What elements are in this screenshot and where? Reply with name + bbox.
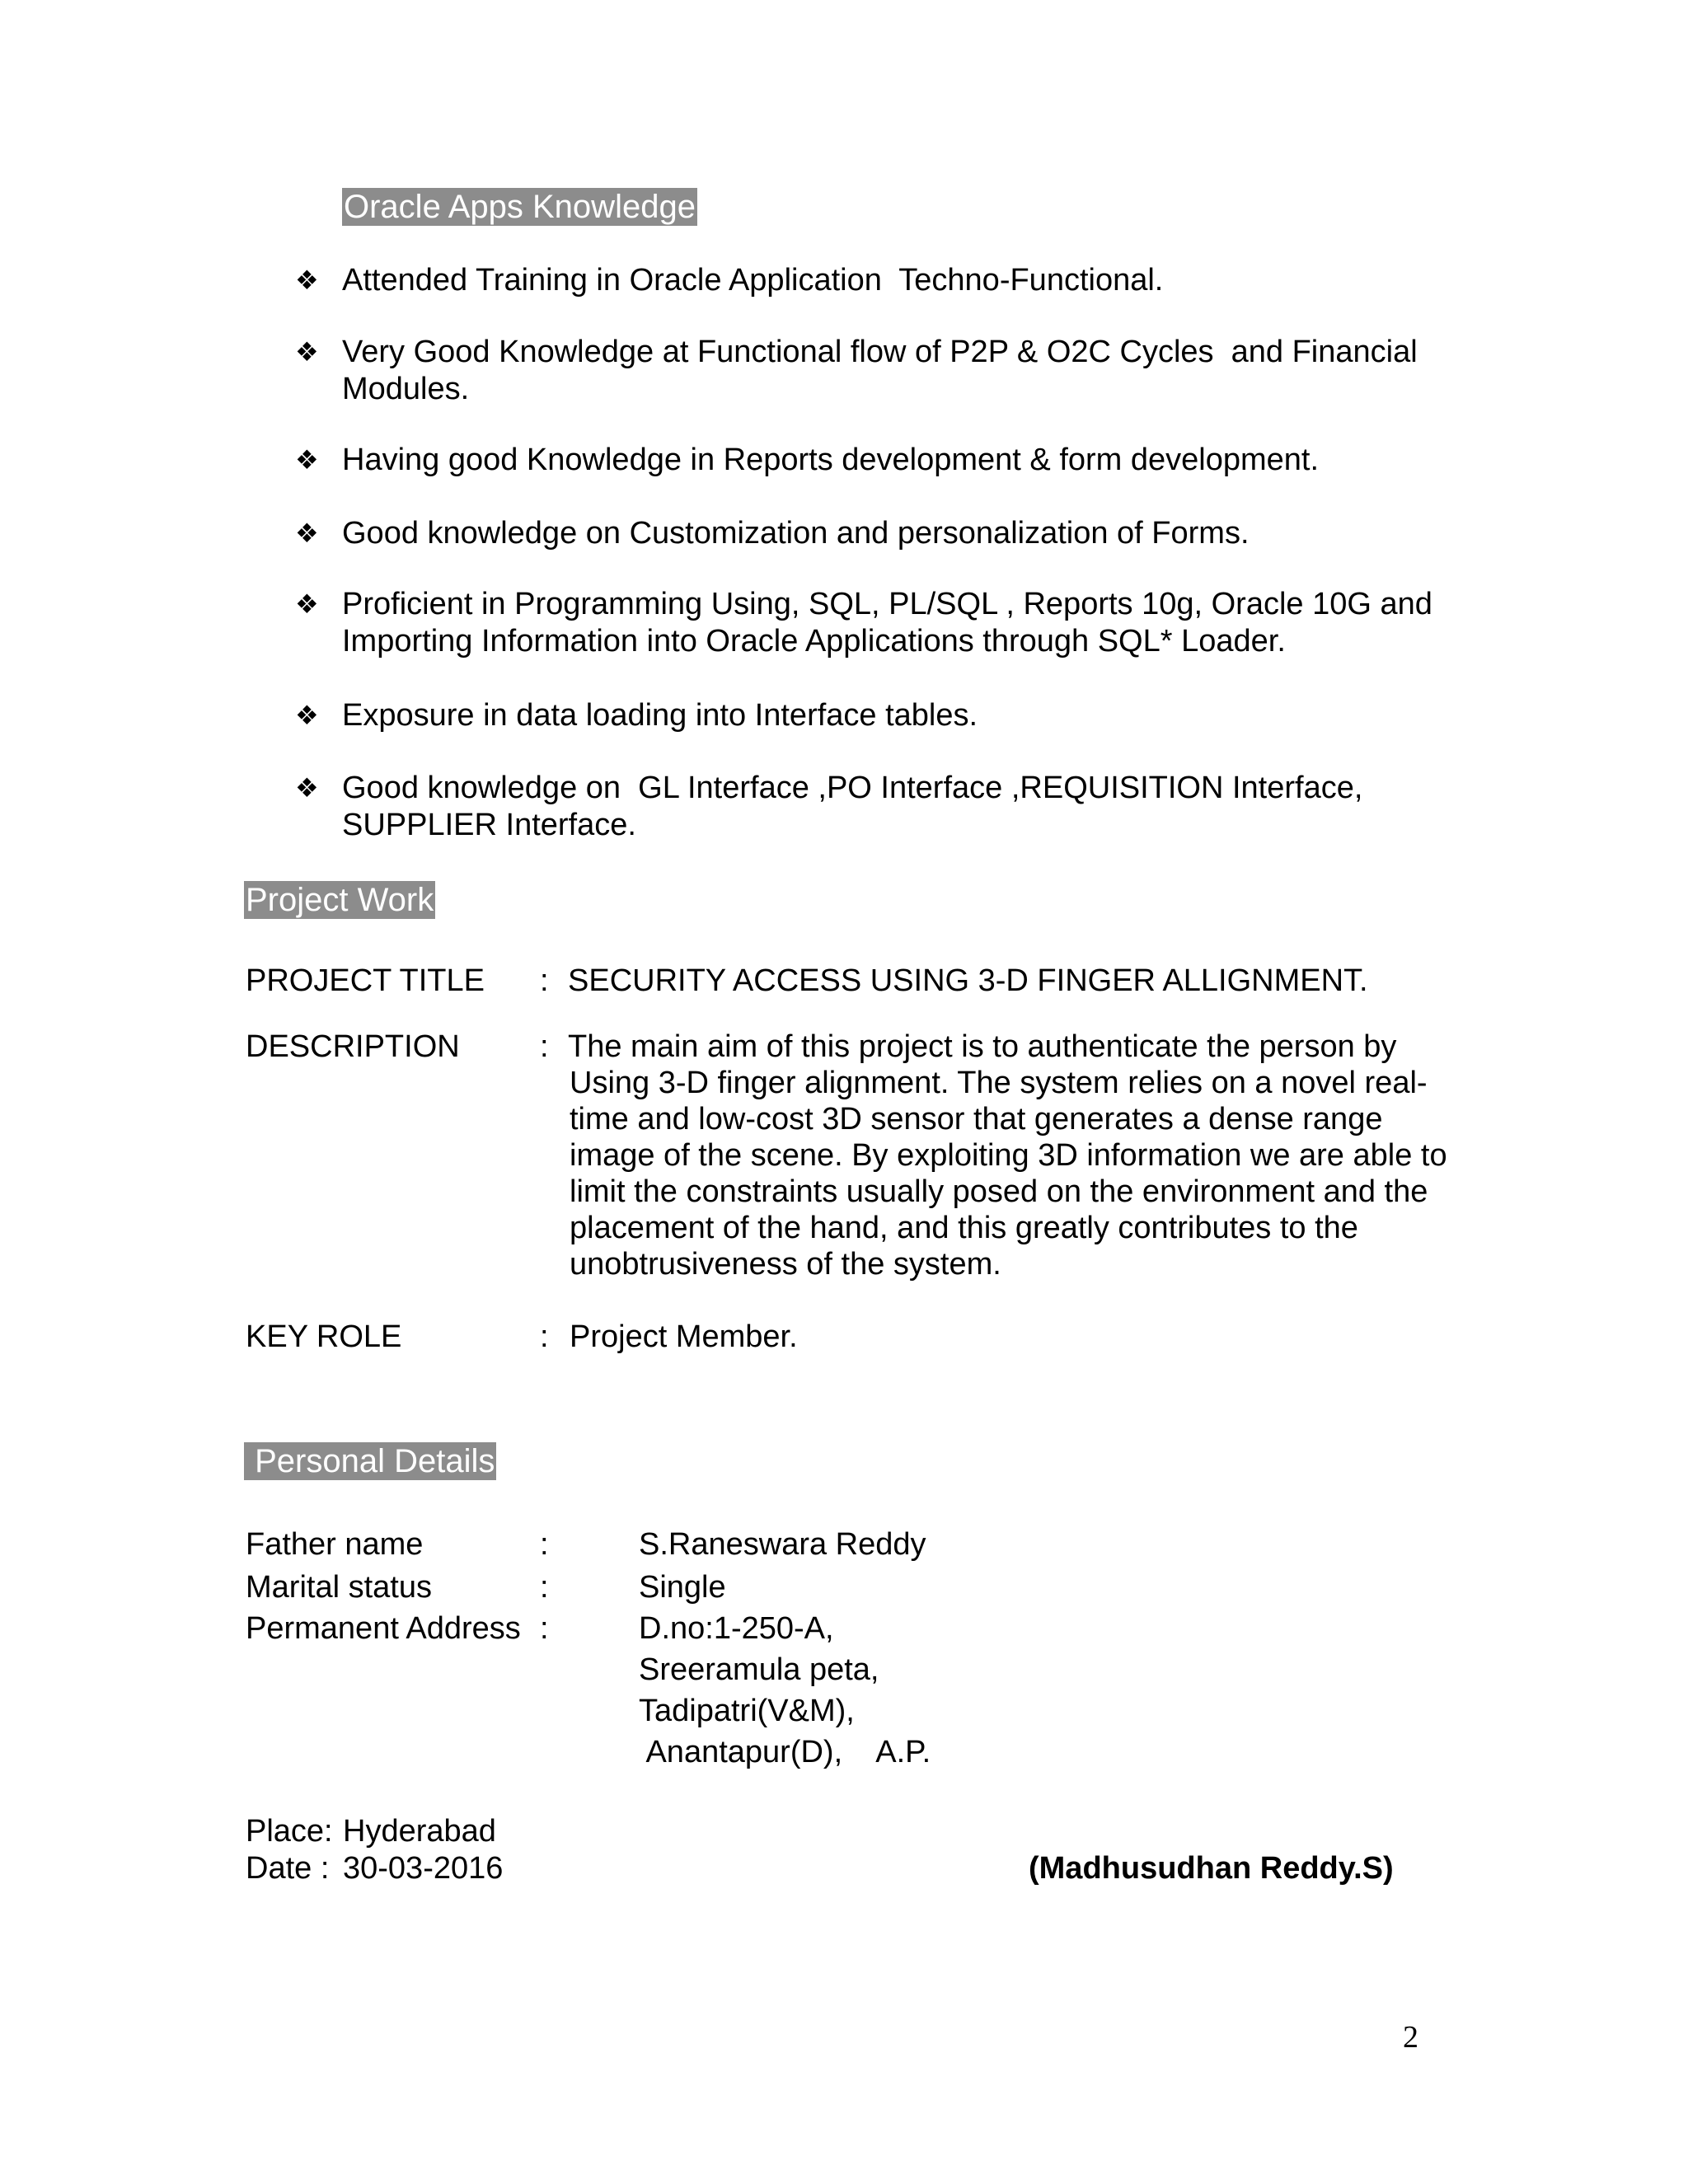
address-line: Tadipatri(V&M), — [639, 1694, 855, 1728]
bullet-item-line: Attended Training in Oracle Application Techno-Functional. — [342, 263, 1164, 298]
page-number: 2 — [1403, 2020, 1418, 2055]
bullet-icon: ❖ — [295, 589, 319, 619]
description-line: image of the scene. By exploiting 3D information we are able to — [570, 1138, 1447, 1173]
address-line: D.no:1-250-A, — [639, 1611, 834, 1646]
bullet-item-line: Very Good Knowledge at Functional flow of P2P & O2C Cycles and Financial — [342, 335, 1418, 369]
signature: (Madhusudhan Reddy.S) — [1029, 1851, 1394, 1886]
description-line: Using 3-D finger alignment. The system relies on a novel real- — [570, 1066, 1428, 1100]
key-role-separator: : — [540, 1319, 549, 1354]
father-name-label: Father name — [246, 1527, 424, 1562]
bullet-item-line: Exposure in data loading into Interface tables. — [342, 698, 978, 733]
bullet-item-line: Modules. — [342, 372, 470, 406]
key-role-label: KEY ROLE — [246, 1319, 402, 1354]
date-value: 30-03-2016 — [343, 1851, 504, 1886]
key-role-value: Project Member. — [570, 1319, 798, 1354]
place-value: Hyderabad — [343, 1814, 496, 1849]
description-line: unobtrusiveness of the system. — [570, 1247, 1001, 1282]
bullet-item-line: Proficient in Programming Using, SQL, PL/SQL , Reports 10g, Oracle 10G and — [342, 587, 1432, 621]
marital-status-separator: : — [540, 1570, 549, 1605]
description-line: placement of the hand, and this greatly contributes to the — [570, 1211, 1358, 1245]
oracle-apps-heading: Oracle Apps Knowledge — [344, 189, 696, 225]
description-line: time and low-cost 3D sensor that generates a dense range — [570, 1102, 1383, 1137]
bullet-icon: ❖ — [295, 518, 319, 548]
date-label: Date : — [246, 1851, 330, 1886]
bullet-item-line: Importing Information into Oracle Applications through SQL* Loader. — [342, 624, 1286, 658]
description-line: The main aim of this project is to authenticate the person by — [568, 1029, 1397, 1064]
marital-status-label: Marital status — [246, 1570, 432, 1605]
project-title-label: PROJECT TITLE — [246, 963, 485, 998]
project-title-value: SECURITY ACCESS USING 3-D FINGER ALLIGNMENT. — [568, 963, 1368, 998]
bullet-item-line: SUPPLIER Interface. — [342, 808, 636, 842]
description-line: limit the constraints usually posed on the environment and the — [570, 1174, 1428, 1209]
description-separator: : — [540, 1029, 549, 1064]
bullet-item-line: Having good Knowledge in Reports development & form development. — [342, 443, 1320, 477]
marital-status-value: Single — [639, 1570, 726, 1605]
bullet-item-line: Good knowledge on Customization and personalization of Forms. — [342, 516, 1250, 551]
personal-details-heading: Personal Details — [246, 1443, 495, 1479]
permanent-address-separator: : — [540, 1611, 549, 1646]
bullet-icon: ❖ — [295, 701, 319, 730]
address-line: Anantapur(D), A.P. — [639, 1735, 931, 1769]
address-line: Sreeramula peta, — [639, 1652, 879, 1687]
permanent-address-label: Permanent Address — [246, 1611, 521, 1646]
place-label: Place: — [246, 1814, 333, 1849]
bullet-icon: ❖ — [295, 337, 319, 367]
project-work-heading: Project Work — [246, 882, 434, 918]
bullet-icon: ❖ — [295, 265, 319, 295]
bullet-icon: ❖ — [295, 445, 319, 475]
project-title-separator: : — [540, 963, 549, 998]
father-name-value: S.Raneswara Reddy — [639, 1527, 926, 1562]
description-label: DESCRIPTION — [246, 1029, 460, 1064]
father-name-separator: : — [540, 1527, 549, 1562]
bullet-icon: ❖ — [295, 773, 319, 803]
bullet-item-line: Good knowledge on GL Interface ,PO Interface ,REQUISITION Interface, — [342, 771, 1363, 805]
